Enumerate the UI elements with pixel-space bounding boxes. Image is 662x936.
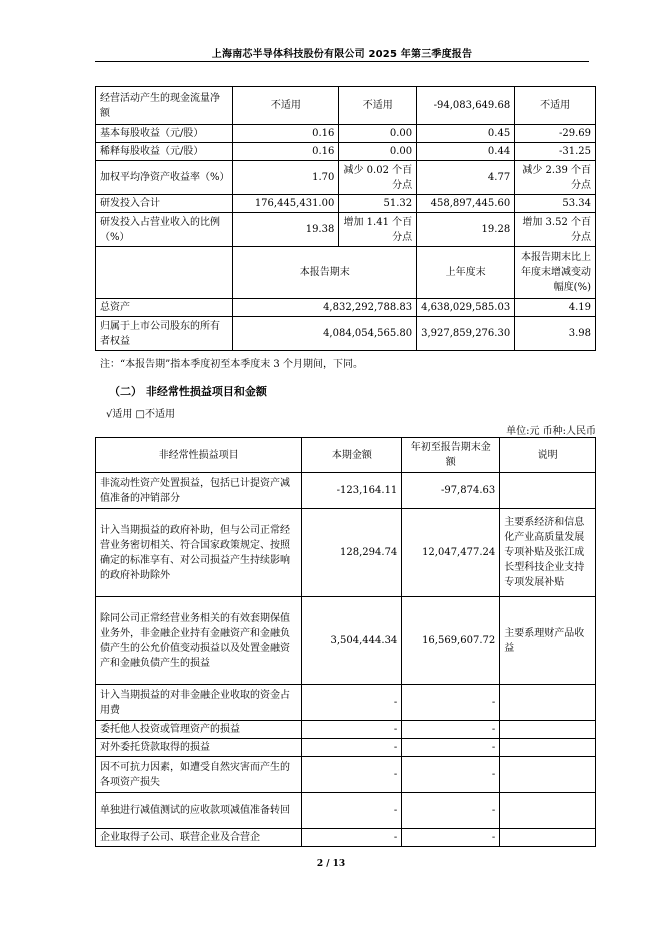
subheader-change-rate: 本报告期末比上年度末增减变动幅度(%): [515, 247, 596, 299]
current-cell: -: [302, 757, 402, 793]
cell-prior-year-end: 3,927,859,276.30: [417, 317, 515, 351]
header-ytd: 年初至报告期末金额: [402, 438, 500, 473]
note-cell: [500, 721, 596, 739]
page-number: 2 / 13: [316, 859, 346, 869]
cell-ytd: 0.44: [417, 143, 515, 161]
cell-period-end: 4,832,292,788.83: [233, 299, 417, 317]
table-row: [96, 509, 596, 597]
cell-ytd-change: -29.69: [515, 125, 596, 143]
note-cell: [500, 685, 596, 721]
ytd-cell: -97,874.63: [402, 473, 500, 509]
current-cell: -123,164.11: [302, 473, 402, 509]
header-note: 说明: [500, 438, 596, 473]
cell-change: 0.00: [339, 143, 417, 161]
cell-ytd: 0.45: [417, 125, 515, 143]
unit-currency-label: 单位:元 币种:人民币: [506, 426, 596, 437]
table-subheader-row: [96, 247, 596, 299]
table-row: [96, 299, 596, 317]
current-cell: -: [302, 829, 402, 847]
cell-change-rate: 4.19: [515, 299, 596, 317]
subheader-empty-cell: [96, 247, 233, 299]
cell-change: 不适用: [339, 87, 417, 125]
note-cell: [500, 829, 596, 847]
ytd-cell: -: [402, 721, 500, 739]
cell-change: 增加 1.41 个百分点: [339, 213, 417, 247]
table-row: [96, 143, 596, 161]
table-row: [96, 597, 596, 685]
current-cell: 3,504,444.34: [302, 597, 402, 685]
key-financial-data-table: [95, 86, 596, 351]
cell-ytd-change: 减少 2.39 个百分点: [515, 161, 596, 195]
table-row: [96, 829, 596, 847]
table-row: [96, 721, 596, 739]
cell-change: 减少 0.02 个百分点: [339, 161, 417, 195]
cell-current: 不适用: [233, 87, 339, 125]
report-header-title: 上海南芯半导体科技股份有限公司 2025 年第三季度报告: [211, 49, 473, 60]
cell-current: 0.16: [233, 143, 339, 161]
ytd-cell: 16,569,607.72: [402, 597, 500, 685]
section-title: （二） 非经常性损益项目和金额: [109, 385, 267, 398]
table-row: [96, 125, 596, 143]
table-row: [96, 793, 596, 829]
item-cell: 对外委托贷款取得的损益: [96, 739, 302, 757]
row-label: 基本每股收益（元/股）: [96, 125, 233, 143]
cell-period-end: 4,084,054,565.80: [233, 317, 417, 351]
header-item: 非经常性损益项目: [96, 438, 302, 473]
ytd-cell: 12,047,477.24: [402, 509, 500, 597]
cell-ytd: 458,897,445.60: [417, 195, 515, 213]
item-cell: 计入当期损益的政府补助，但与公司正常经营业务密切相关、符合国家政策规定、按照确定的标准享有、对公司损益产生持续影响的政府补助除外: [96, 509, 302, 597]
subheader-period-end: 本报告期末: [233, 247, 417, 299]
header-divider: [95, 61, 589, 62]
item-cell: 因不可抗力因素，如遭受自然灾害而产生的各项资产损失: [96, 757, 302, 793]
note-cell: [500, 757, 596, 793]
row-label: 总资产: [96, 299, 233, 317]
cell-ytd: 4.77: [417, 161, 515, 195]
applicability-checkbox-text: √适用 □不适用: [106, 409, 175, 420]
note-cell: 主要系经济和信息化产业高质量发展专项补贴及张江成长型科技企业支持专项发展补贴: [500, 509, 596, 597]
item-cell: 单独进行减值测试的应收款项减值准备转回: [96, 793, 302, 829]
cell-ytd-change: 增加 3.52 个百分点: [515, 213, 596, 247]
table-row: [96, 739, 596, 757]
cell-ytd-change: 53.34: [515, 195, 596, 213]
item-cell: 计入当期损益的对非金融企业收取的资金占用费: [96, 685, 302, 721]
cell-change-rate: 3.98: [515, 317, 596, 351]
ytd-cell: -: [402, 685, 500, 721]
cell-change: 0.00: [339, 125, 417, 143]
row-label: 研发投入合计: [96, 195, 233, 213]
current-cell: 128,294.74: [302, 509, 402, 597]
item-cell: 委托他人投资或管理资产的损益: [96, 721, 302, 739]
row-label: 研发投入占营业收入的比例（%）: [96, 213, 233, 247]
current-cell: -: [302, 793, 402, 829]
table-row: [96, 161, 596, 195]
table-row: [96, 87, 596, 125]
current-cell: -: [302, 685, 402, 721]
item-cell: 除同公司正常经营业务相关的有效套期保值业务外，非金融企业持有金融资产和金融负债产生的公允价值变动损益以及处置金融资产和金融负债产生的损益: [96, 597, 302, 685]
ytd-cell: -: [402, 739, 500, 757]
subheader-prior-year-end: 上年度末: [417, 247, 515, 299]
note-cell: [500, 793, 596, 829]
table-row: [96, 195, 596, 213]
header-current: 本期金额: [302, 438, 402, 473]
table-row: [96, 757, 596, 793]
cell-current: 19.38: [233, 213, 339, 247]
cell-current: 176,445,431.00: [233, 195, 339, 213]
table-row: [96, 473, 596, 509]
row-label: 稀释每股收益（元/股）: [96, 143, 233, 161]
table-row: [96, 685, 596, 721]
table-row: [96, 317, 596, 351]
row-label: 经营活动产生的现金流量净额: [96, 87, 233, 125]
current-cell: -: [302, 739, 402, 757]
note-cell: [500, 473, 596, 509]
row-label: 归属于上市公司股东的所有者权益: [96, 317, 233, 351]
ytd-cell: -: [402, 757, 500, 793]
cell-ytd: -94,083,649.68: [417, 87, 515, 125]
cell-ytd-change: -31.25: [515, 143, 596, 161]
ytd-cell: -: [402, 829, 500, 847]
table-header-row: [96, 438, 596, 473]
cell-current: 1.70: [233, 161, 339, 195]
table-note: 注：“本报告期”指本季度初至本季度末 3 个月期间，下同。: [100, 359, 363, 370]
cell-ytd-change: 不适用: [515, 87, 596, 125]
row-label: 加权平均净资产收益率（%）: [96, 161, 233, 195]
cell-current: 0.16: [233, 125, 339, 143]
item-cell: 企业取得子公司、联营企业及合营企: [96, 829, 302, 847]
item-cell: 非流动性资产处置损益，包括已计提资产减值准备的冲销部分: [96, 473, 302, 509]
non-recurring-items-table: [95, 437, 596, 847]
note-cell: 主要系理财产品收益: [500, 597, 596, 685]
note-cell: [500, 739, 596, 757]
cell-prior-year-end: 4,638,029,585.03: [417, 299, 515, 317]
cell-ytd: 19.28: [417, 213, 515, 247]
table-row: [96, 213, 596, 247]
current-cell: -: [302, 721, 402, 739]
cell-change: 51.32: [339, 195, 417, 213]
ytd-cell: -: [402, 793, 500, 829]
